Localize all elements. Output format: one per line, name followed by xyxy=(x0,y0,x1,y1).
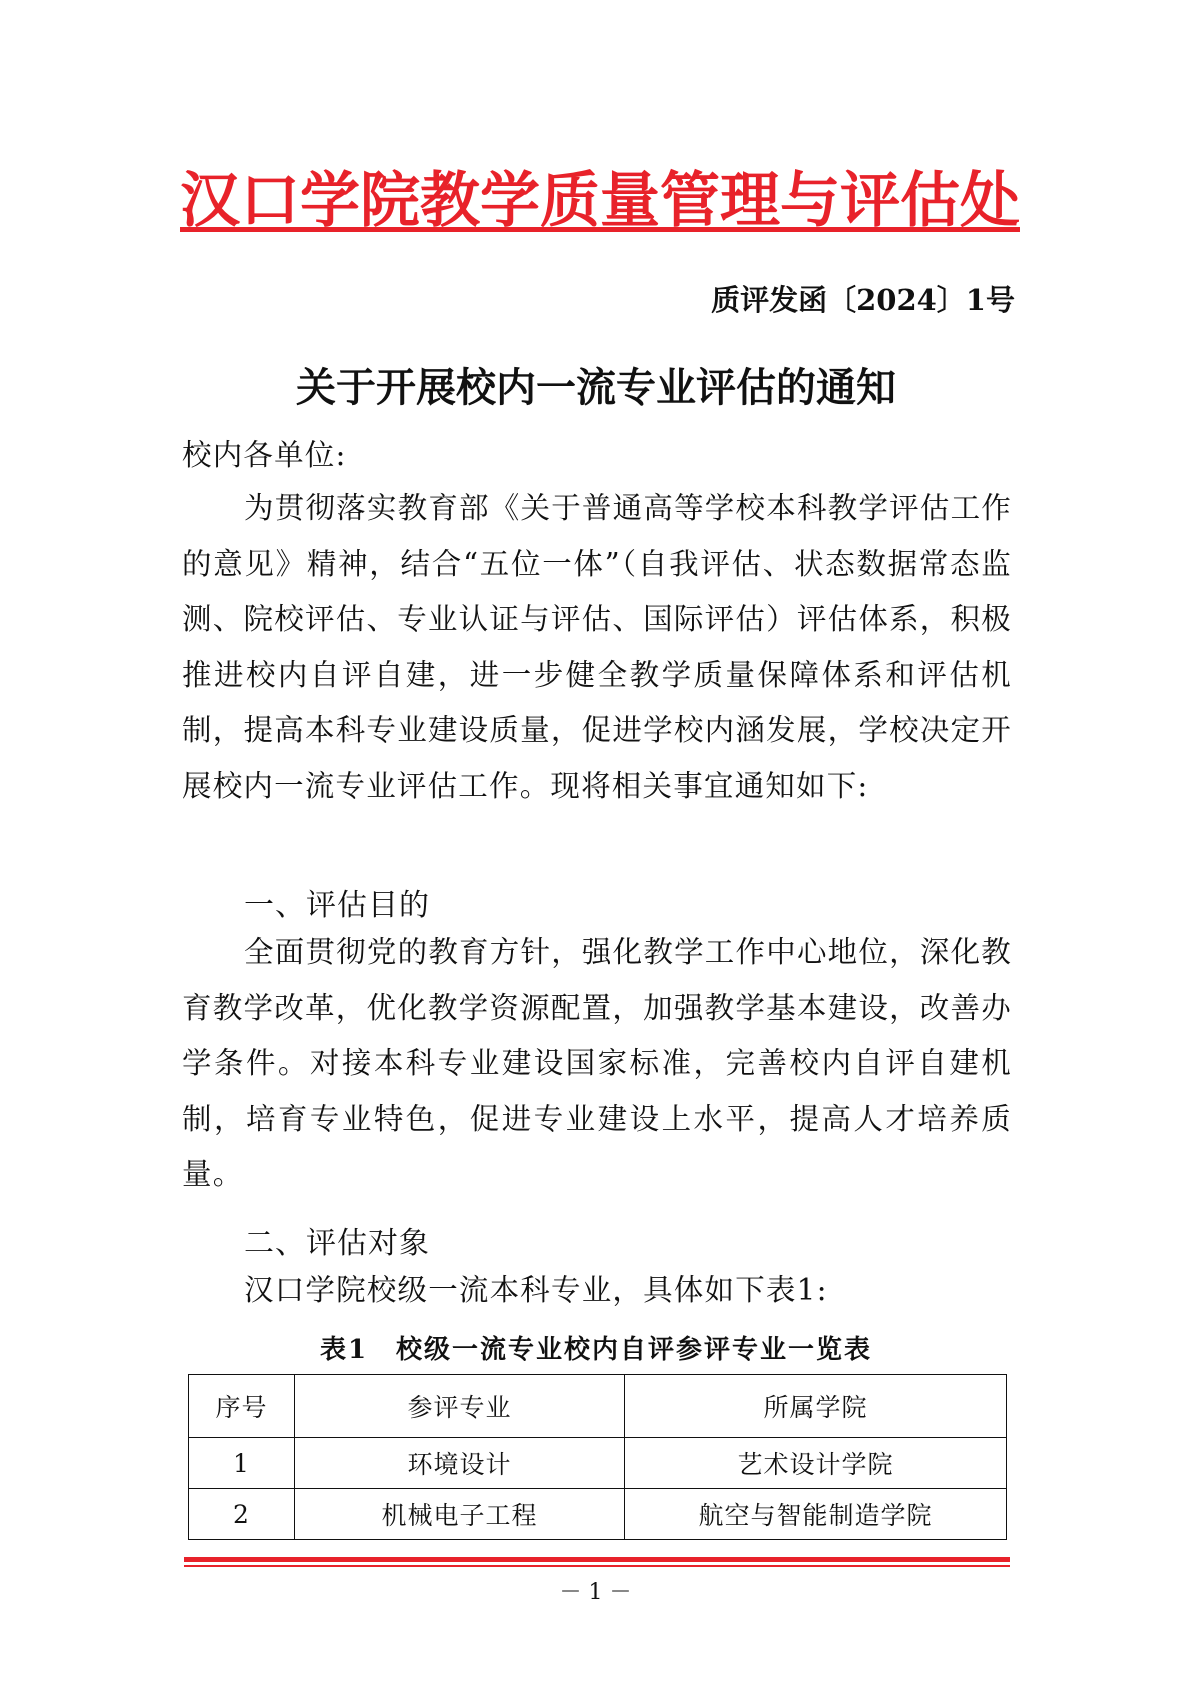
header-cell-major: 参评专业 xyxy=(295,1375,625,1438)
document-number: 质评发函〔2024〕1号 xyxy=(711,283,1015,317)
notice-title: 关于开展校内一流专业评估的通知 xyxy=(296,364,896,411)
section-heading-target: 二、评估对象 xyxy=(244,1226,430,1261)
footer-red-rule-thick xyxy=(184,1557,1010,1562)
section-heading-purpose: 一、评估目的 xyxy=(244,888,430,923)
footer-red-rule-thin xyxy=(184,1565,1010,1567)
header-cell-number: 序号 xyxy=(189,1375,295,1438)
cell-number: 1 xyxy=(189,1438,295,1489)
participating-majors-table xyxy=(188,1374,1007,1540)
salutation: 校内各单位: xyxy=(182,438,347,472)
section-body-purpose: 全面贯彻党的教育方针，强化教学工作中心地位，深化教育教学改革，优化教学资源配置，加强教学基本建设，改善办学条件。对接本科专业建设国家标准，完善校内自评自建机制，培育专业特色，促进专业建设上水平，提高人才培养质量。 xyxy=(182,935,1012,1191)
section-body-target: 汉口学院校级一流本科专业，具体如下表1: xyxy=(244,1273,828,1307)
header-cell-college: 所属学院 xyxy=(625,1375,1007,1438)
cell-college: 航空与智能制造学院 xyxy=(625,1489,1007,1540)
issuing-office-title: 汉口学院教学质量管理与评估处 xyxy=(180,166,1020,236)
intro-paragraph: 为贯彻落实教育部《关于普通高等学校本科教学评估工作的意见》精神，结合“五位一体”（自我评估、状态数据常态监测、院校评估、专业认证与评估、国际评估）评估体系，积极推进校内自评自建，进一步健全教学质量保障体系和评估机制，提高本科专业建设质量，促进学校内涵发展，学校决定开展校内一流专业评估工作。现将相关事宜通知如下: xyxy=(182,491,1012,803)
table-caption: 表1 校级一流专业校内自评参评专业一览表 xyxy=(319,1335,873,1365)
table-header-row xyxy=(189,1375,1007,1438)
table-row xyxy=(189,1438,1007,1489)
cell-major: 环境设计 xyxy=(295,1438,625,1489)
cell-number: 2 xyxy=(189,1489,295,1540)
cell-major: 机械电子工程 xyxy=(295,1489,625,1540)
cell-college: 艺术设计学院 xyxy=(625,1438,1007,1489)
page-number: － 1 － xyxy=(559,1580,632,1605)
table-row xyxy=(189,1489,1007,1540)
